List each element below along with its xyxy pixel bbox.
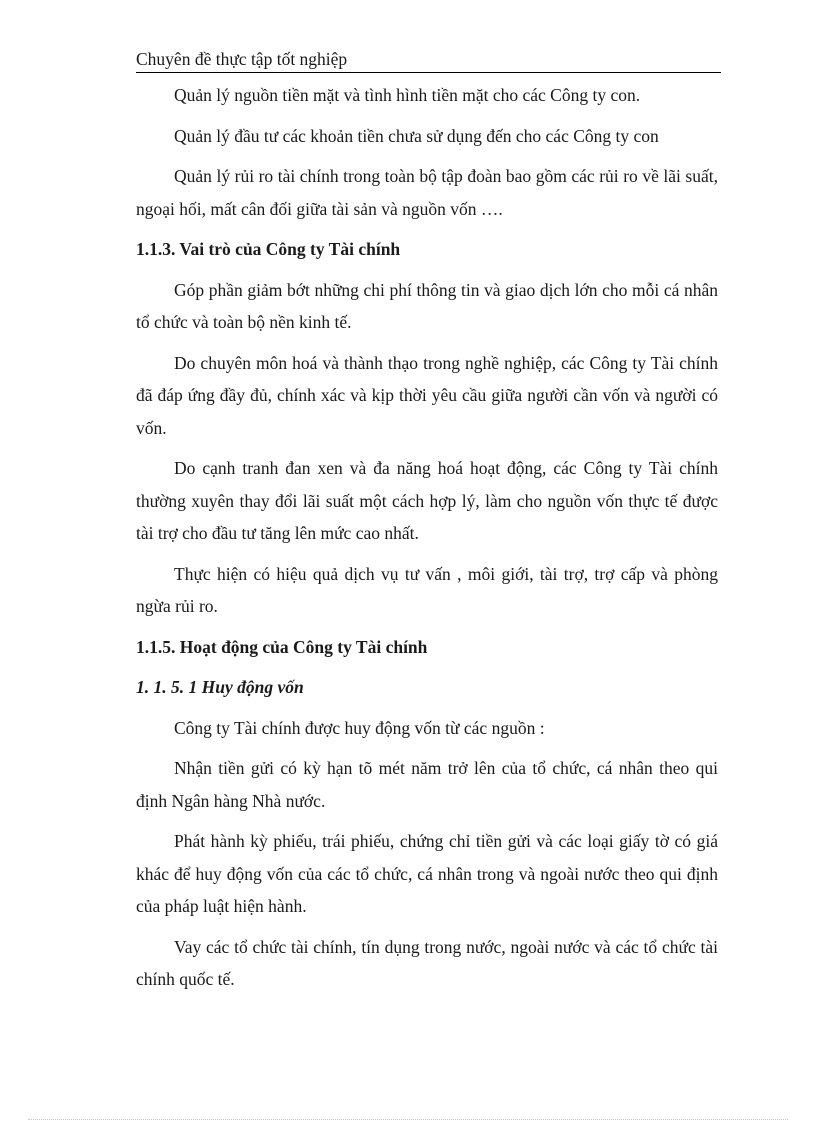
paragraph-cash-management: Quản lý nguồn tiền mặt và tình hình tiền mặt cho các Công ty con. [174, 85, 641, 105]
paragraph-issuing-papers: Phát hành kỳ phiếu, trái phiếu, chứng chỉ tiền gửi và các loại giấy tờ có giá khác để huy động vốn của các tổ chức, cá nhân trong và ngoài nước theo qui định của pháp luật hiện hành. [136, 831, 718, 916]
paragraph-cost-reduction: Góp phần giảm bớt những chi phí thông tin và giao dịch lớn cho mỗi cá nhân tổ chức và toàn bộ nền kinh tế. [136, 279, 718, 332]
page-header [136, 48, 721, 73]
paragraph-specialization: Do chuyên môn hoá và thành thạo trong nghề nghiệp, các Công ty Tài chính đã đáp ứng đầy đủ, chính xác và kịp thời yêu cầu giữa người cần vốn và người có vốn. [136, 352, 718, 438]
section-heading-operations: 1.1.5. Hoạt động của Công ty Tài chính [136, 636, 428, 657]
header-title: Chuyên đề thực tập tốt nghiệp [136, 49, 348, 69]
section-heading-role: 1.1.3. Vai trò của Công ty Tài chính [136, 239, 401, 259]
paragraph-services: Thực hiện có hiệu quả dịch vụ tư vấn , môi giới, tài trợ, trợ cấp và phòng ngừa rủi ro. [136, 563, 718, 616]
paragraph-borrowing: Vay các tổ chức tài chính, tín dụng trong nước, ngoài nước và các tổ chức tài chính quốc tế. [136, 936, 718, 989]
paragraph-term-deposits: Nhận tiền gửi có kỳ hạn tõ mét năm trở lên của tổ chức, cá nhân theo qui định Ngân hàng Nhà nước. [136, 758, 718, 811]
paragraph-competition: Do cạnh tranh đan xen và đa năng hoá hoạt động, các Công ty Tài chính thường xuyên thay đổi lãi suất một cách hợp lý, làm cho nguồn vốn thực tế được tài trợ cho đầu tư tăng lên mức cao nhất. [136, 458, 718, 543]
paragraph-sources-intro: Công ty Tài chính được huy động vốn từ các nguồn : [174, 717, 545, 738]
subsection-heading-capital-mobilization: 1. 1. 5. 1 Huy động vốn [136, 677, 304, 697]
footer-divider [28, 1119, 788, 1120]
paragraph-investment-management: Quản lý đầu tư các khoản tiền chưa sử dụng đến cho các Công ty con [174, 125, 659, 146]
document-body [136, 79, 718, 1004]
paragraph-risk-management: Quản lý rủi ro tài chính trong toàn bộ tập đoàn bao gồm các rủi ro về lãi suất, ngoại hối, mất cân đối giữa tài sản và nguồn vốn …. [136, 166, 718, 219]
